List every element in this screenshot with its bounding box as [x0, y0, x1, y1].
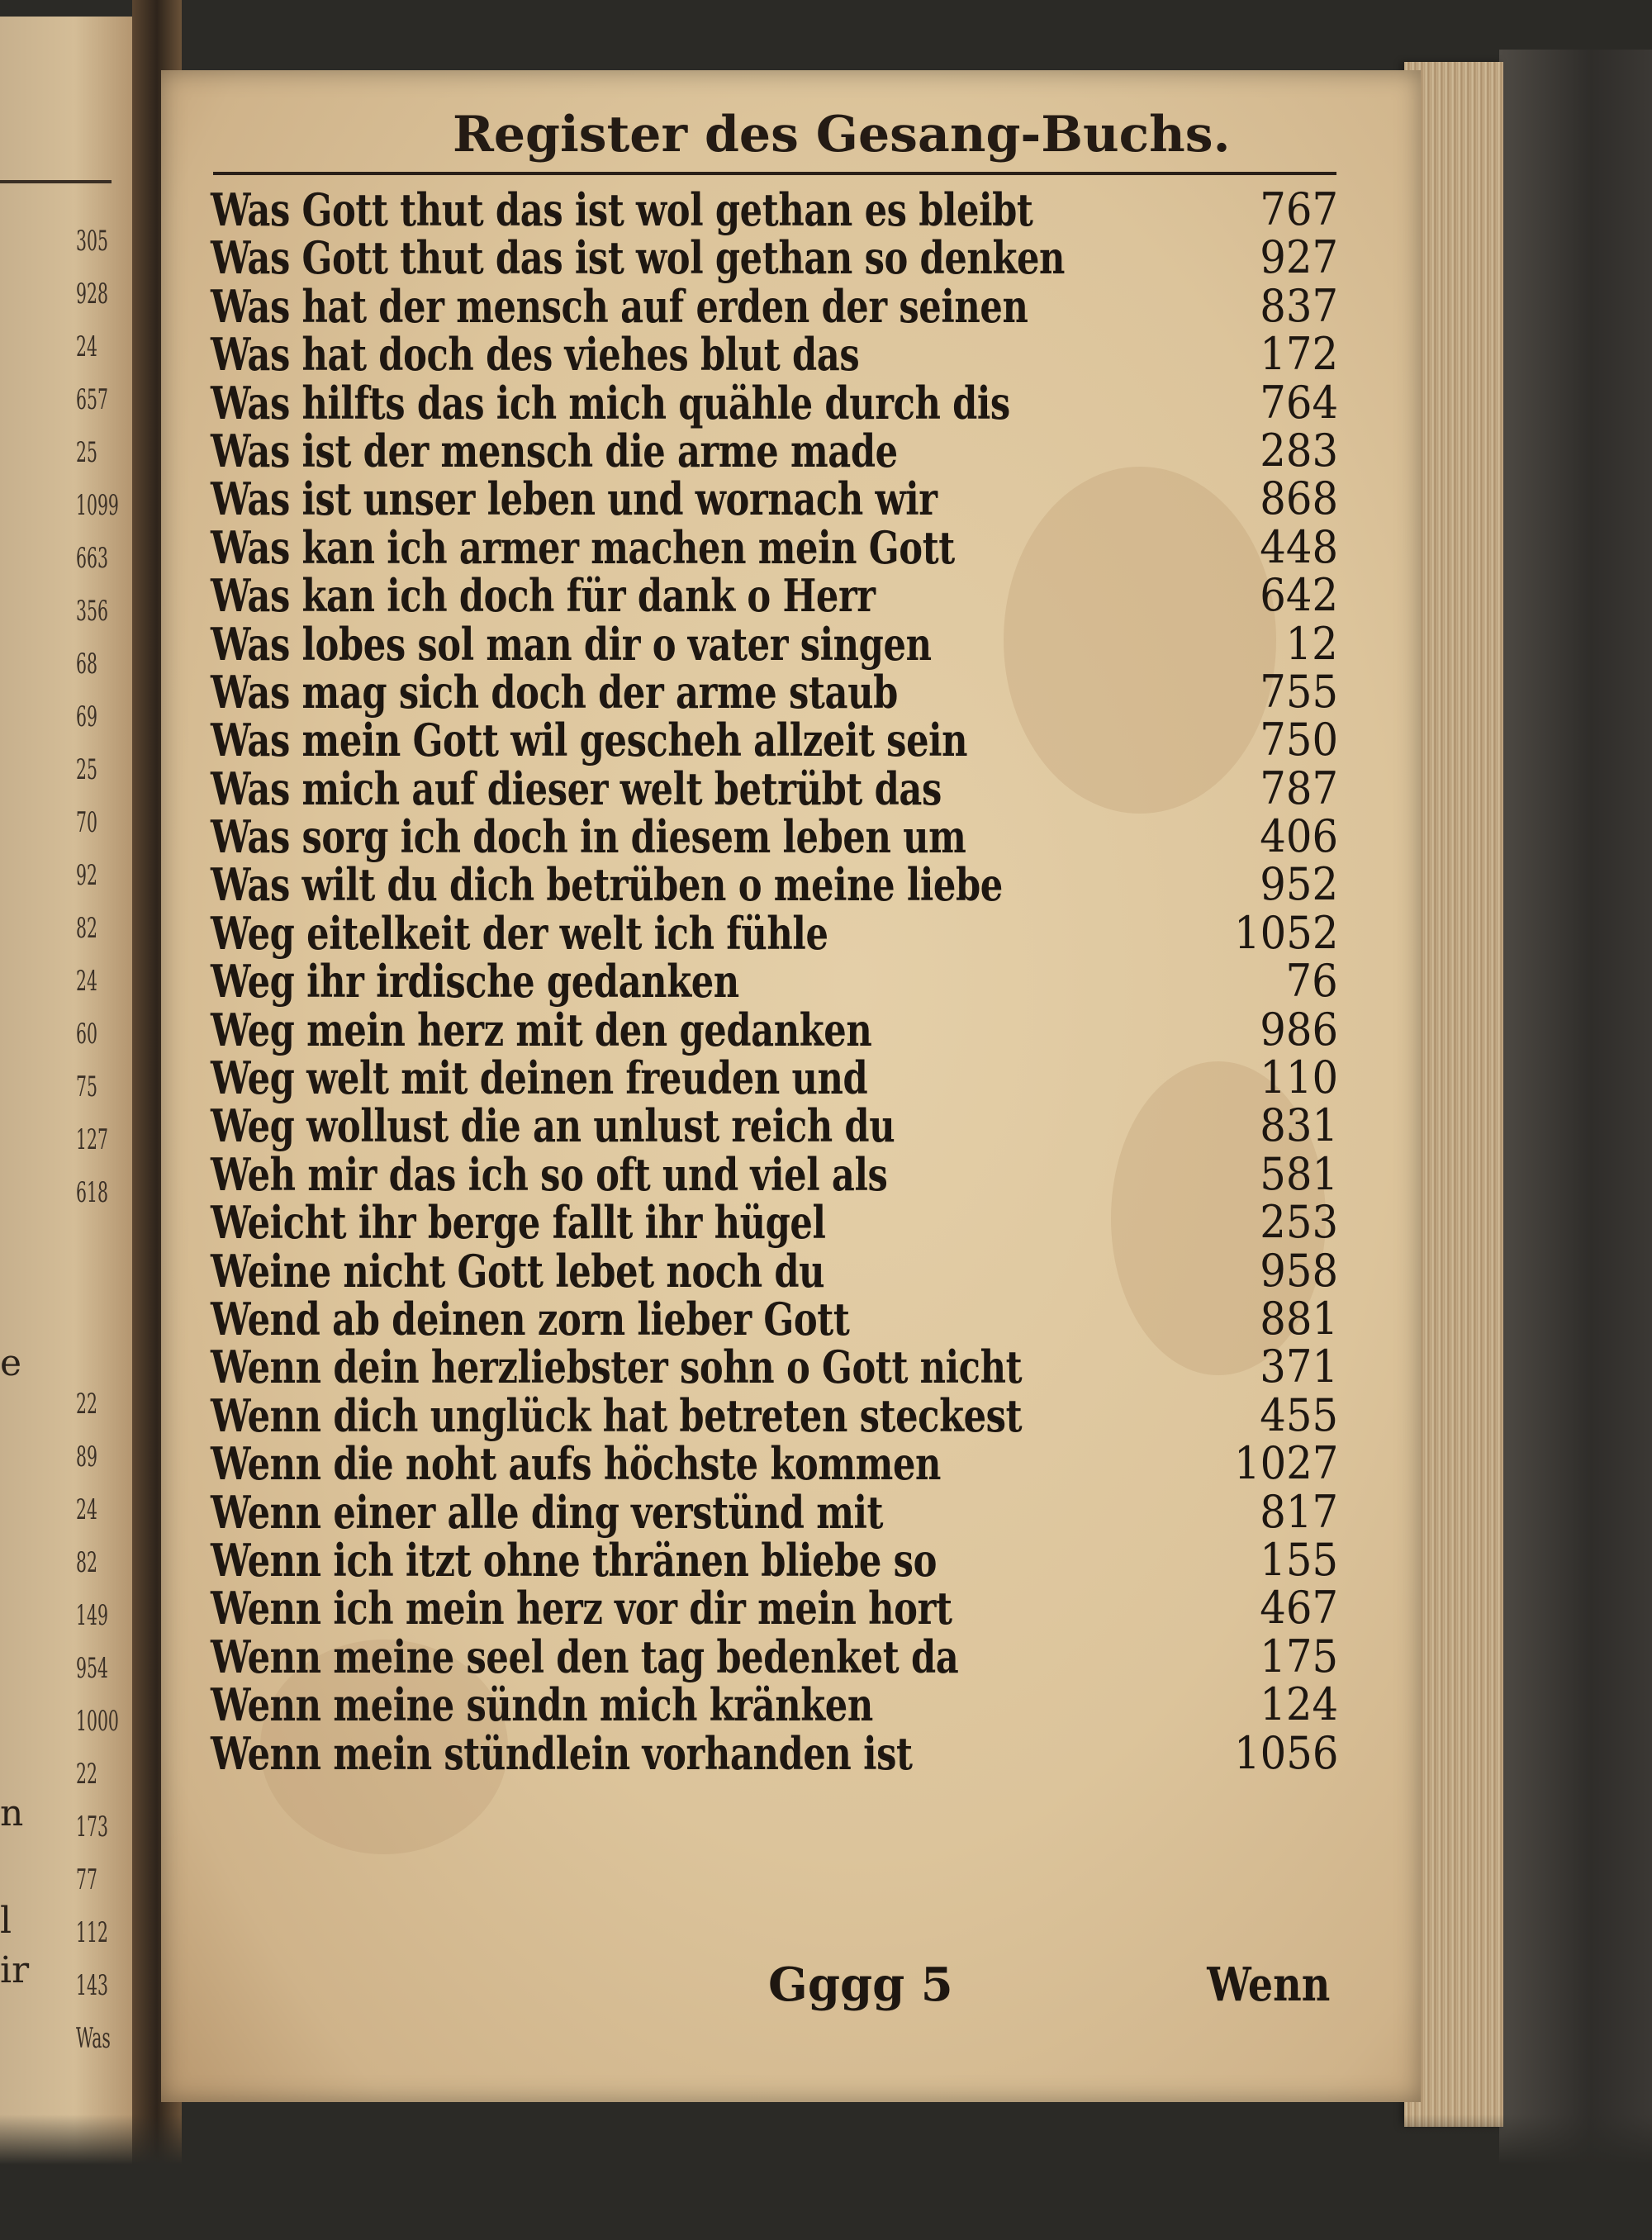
entry-number: 12: [1285, 617, 1338, 670]
entry-number: 455: [1260, 1388, 1338, 1441]
previous-page-number: 356: [76, 595, 108, 628]
register-entry: [211, 1437, 1338, 1491]
entry-title: Weg ihr irdische gedanken: [211, 955, 739, 1008]
register-entry: [211, 328, 1338, 382]
register-entry: [211, 1726, 1338, 1780]
entry-title: Wenn mein stündlein vorhanden ist: [211, 1726, 913, 1780]
entry-number: 868: [1260, 472, 1338, 525]
register-entry: [211, 1533, 1338, 1587]
entry-title: Wenn dich unglück hat betreten steckest: [211, 1388, 1023, 1442]
entry-title: Was mag sich doch der arme staub: [211, 665, 898, 719]
previous-page-number: 92: [76, 859, 97, 892]
previous-page-number: 127: [76, 1123, 108, 1156]
entry-title: Was kan ich doch für dank o Herr: [211, 569, 876, 623]
register-entry: [211, 1292, 1338, 1345]
entry-title: Was mein Gott wil gescheh allzeit sein: [211, 714, 968, 767]
entry-number: 283: [1260, 424, 1338, 477]
catchword: Wenn: [1206, 1958, 1330, 2012]
register-entry: [211, 1196, 1338, 1250]
register-entry: [211, 906, 1338, 960]
entry-number: 110: [1260, 1051, 1338, 1104]
entry-title: Was Gott thut das ist wol gethan so denken: [211, 231, 1066, 285]
previous-page-fragment: n: [0, 1792, 24, 1834]
previous-page-number: 60: [76, 1018, 97, 1051]
previous-page-number: 663: [76, 542, 108, 575]
previous-page-number: 1000: [76, 1705, 119, 1738]
register-entry: [211, 1582, 1338, 1635]
entry-number: 467: [1260, 1582, 1338, 1635]
entry-title: Wenn meine seel den tag bedenket da: [211, 1630, 959, 1683]
entry-title: Wenn dein herzliebster sohn o Gott nicht: [211, 1341, 1023, 1394]
register-entry: [211, 1003, 1338, 1056]
previous-page-number: 75: [76, 1070, 97, 1103]
previous-page-rule: [0, 180, 112, 183]
previous-page-number: [76, 1219, 116, 1272]
entry-number: 581: [1260, 1147, 1338, 1200]
previous-page-number: 22: [76, 1758, 97, 1791]
previous-page-number: 68: [76, 648, 97, 681]
register-entry: [211, 472, 1338, 526]
entry-number: 764: [1260, 376, 1338, 429]
previous-page-number: 82: [76, 1546, 97, 1579]
previous-page-number: 618: [76, 1176, 108, 1209]
entry-title: Wenn meine sündn mich kränken: [211, 1678, 873, 1732]
entry-title: Was hat der mensch auf erden der seinen: [211, 279, 1028, 333]
previous-page-number: 928: [76, 278, 108, 311]
previous-page-number: 77: [76, 1863, 97, 1896]
entry-title: Was ist unser leben und wornach wir: [211, 472, 938, 526]
previous-page-fragment: e: [0, 1342, 22, 1384]
entry-title: Wenn ich itzt ohne thränen bliebe so: [211, 1533, 937, 1587]
entry-title: Weine nicht Gott lebet noch du: [211, 1244, 825, 1298]
register-entry: [211, 376, 1338, 429]
book-cover-edge: [1499, 50, 1652, 2164]
entry-title: Was kan ich armer machen mein Gott: [211, 520, 955, 574]
previous-page-number: 69: [76, 700, 97, 733]
register-entry: [211, 1485, 1338, 1539]
previous-page-fragment: l: [0, 1900, 12, 1942]
entry-number: 1027: [1233, 1437, 1338, 1490]
entry-title: Weg mein herz mit den gedanken: [211, 1003, 872, 1056]
previous-page-number: 1099: [76, 489, 119, 522]
entry-number: 986: [1260, 1003, 1338, 1056]
running-head: Register des Gesang-Buchs.: [453, 106, 1231, 164]
entry-number: 642: [1260, 569, 1338, 622]
entry-number: 76: [1285, 955, 1338, 1008]
previous-page-number: 143: [76, 1969, 108, 2002]
previous-page-number: 305: [76, 225, 108, 258]
entry-title: Was ist der mensch die arme made: [211, 424, 898, 477]
previous-page-number: 173: [76, 1811, 108, 1844]
entry-number: 175: [1260, 1630, 1338, 1682]
previous-page-number: 25: [76, 436, 97, 469]
register-entry: [211, 617, 1338, 671]
entry-number: 406: [1260, 810, 1338, 863]
previous-page-number: 149: [76, 1599, 108, 1632]
previous-page-fragment: ir: [0, 1949, 30, 1991]
previous-page-number: 70: [76, 806, 97, 839]
entry-number: 831: [1260, 1099, 1338, 1152]
register-entry: [211, 810, 1338, 864]
entry-number: 172: [1260, 328, 1338, 381]
entry-title: Wenn ich mein herz vor dir mein hort: [211, 1582, 952, 1635]
entry-number: 371: [1260, 1341, 1338, 1393]
entry-title: Wenn die noht aufs höchste kommen: [211, 1437, 942, 1491]
entry-title: Weh mir das ich so oft und viel als: [211, 1147, 888, 1201]
entry-number: 155: [1260, 1533, 1338, 1586]
previous-page-number: 954: [76, 1652, 108, 1685]
register-entry: [211, 858, 1338, 912]
register-entry: [211, 1051, 1338, 1105]
entry-title: Was Gott thut das ist wol gethan es bleibt: [211, 183, 1033, 236]
entry-title: Weg wollust die an unlust reich du: [211, 1099, 895, 1153]
entry-number: 1056: [1233, 1726, 1338, 1779]
register-entry: [211, 231, 1338, 285]
entry-title: Was mich auf dieser welt betrübt das: [211, 762, 942, 815]
entry-number: 927: [1260, 231, 1338, 284]
register-entry: [211, 762, 1338, 815]
entry-number: 750: [1260, 714, 1338, 766]
register-entry: [211, 1630, 1338, 1683]
entry-number: 958: [1260, 1244, 1338, 1297]
register-entry: [211, 714, 1338, 767]
entry-title: Wend ab deinen zorn lieber Gott: [211, 1292, 850, 1345]
entry-title: Was lobes sol man dir o vater singen: [211, 617, 932, 671]
entry-number: 448: [1260, 520, 1338, 573]
register-entry: [211, 424, 1338, 477]
entry-number: 881: [1260, 1292, 1338, 1345]
register-entry: [211, 1147, 1338, 1201]
previous-page-number: [76, 1272, 116, 1325]
previous-page-number: 24: [76, 330, 97, 363]
background-shadow: [0, 2114, 1652, 2240]
previous-page-number: 25: [76, 753, 97, 786]
previous-page-number: 22: [76, 1388, 97, 1421]
register-entries: [211, 183, 1338, 1780]
entry-title: Weg welt mit deinen freuden und: [211, 1051, 868, 1105]
entry-number: 767: [1260, 183, 1338, 235]
previous-page-number: 24: [76, 1493, 97, 1526]
header-rule: [213, 172, 1336, 175]
previous-page-number: [76, 1325, 116, 1378]
entry-title: Was wilt du dich betrüben o meine liebe: [211, 858, 1003, 912]
register-entry: [211, 665, 1338, 719]
register-entry: [211, 1099, 1338, 1153]
register-entry: [211, 569, 1338, 623]
previous-page-number: 112: [76, 1916, 108, 1949]
register-entry: [211, 279, 1338, 333]
entry-number: 952: [1260, 858, 1338, 911]
entry-number: 1052: [1233, 906, 1338, 959]
register-entry: [211, 520, 1338, 574]
entry-title: Weicht ihr berge fallt ihr hügel: [211, 1196, 826, 1250]
entry-number: 787: [1260, 762, 1338, 814]
previous-page-number: 657: [76, 383, 108, 416]
entry-number: 817: [1260, 1485, 1338, 1538]
entry-number: 837: [1260, 279, 1338, 332]
entry-title: Was hat doch des viehes blut das: [211, 328, 860, 382]
entry-number: 124: [1260, 1678, 1338, 1731]
register-entry: [211, 1341, 1338, 1394]
register-entry: [211, 1244, 1338, 1298]
entry-number: 253: [1260, 1196, 1338, 1249]
previous-page-number: 82: [76, 912, 97, 945]
previous-page-number: 89: [76, 1440, 97, 1474]
entry-title: Weg eitelkeit der welt ich fühle: [211, 906, 828, 960]
entry-title: Was sorg ich doch in diesem leben um: [211, 810, 966, 864]
previous-page-number: Was: [76, 2022, 111, 2055]
register-entry: [211, 183, 1338, 236]
previous-page-number: 24: [76, 965, 97, 998]
register-entry: [211, 955, 1338, 1008]
register-entry: [211, 1388, 1338, 1442]
signature-mark: Gggg 5: [768, 1958, 953, 2012]
entry-title: Was hilfts das ich mich quähle durch dis: [211, 376, 1010, 429]
register-entry: [211, 1678, 1338, 1732]
entry-number: 755: [1260, 665, 1338, 718]
entry-title: Wenn einer alle ding verstünd mit: [211, 1485, 884, 1539]
